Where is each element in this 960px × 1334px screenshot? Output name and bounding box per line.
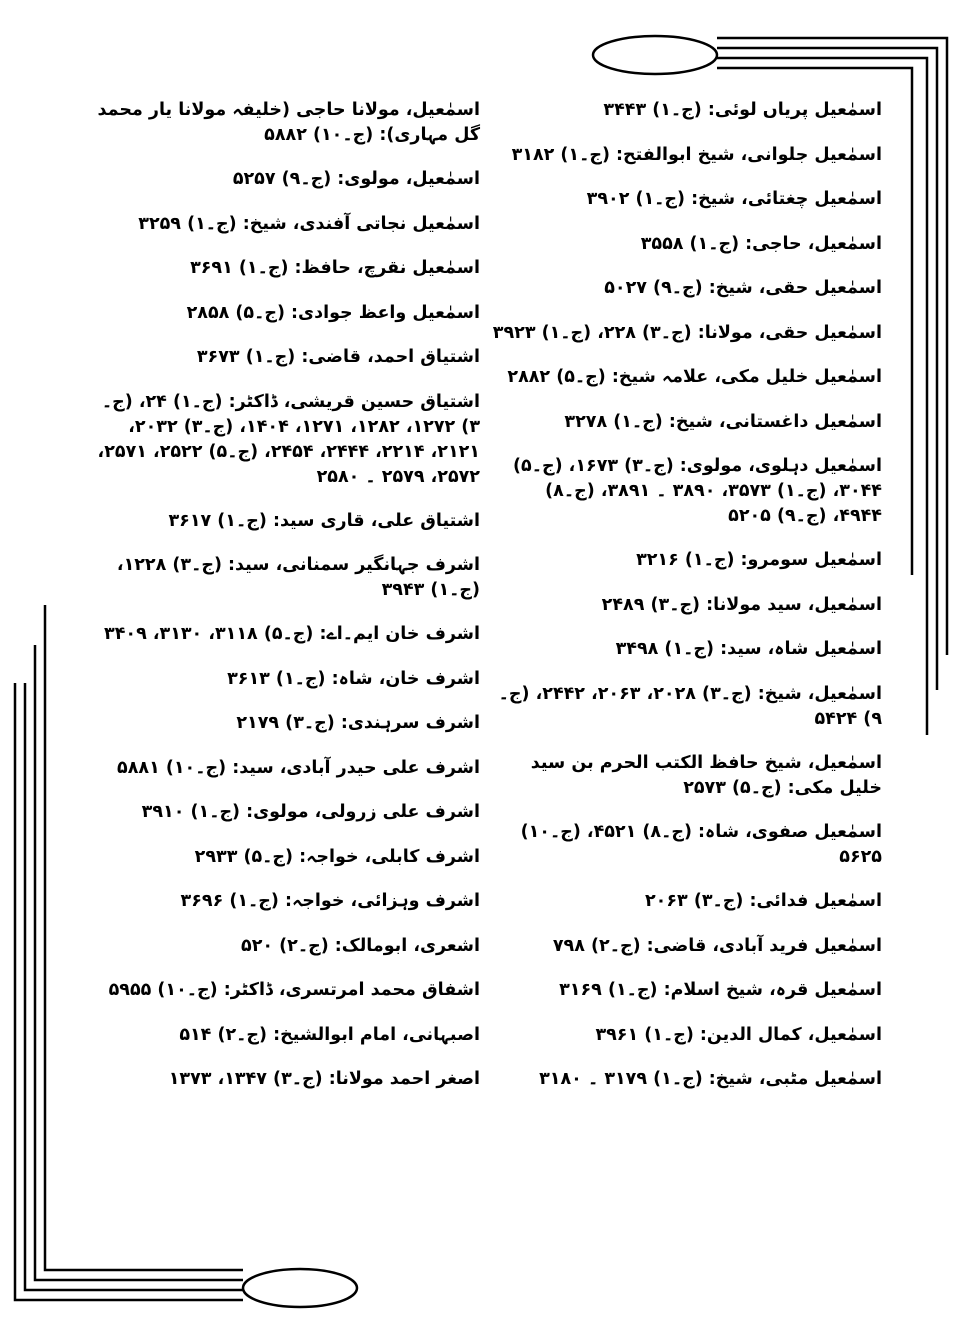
- index-entry: اسمٰعیل، شیخ: (ج۔۳) ۲۰۲۸، ۲۰۶۳، ۲۴۴۲، (ج۔۹) ۵۴۲۴: [498, 683, 882, 729]
- index-entry: اشتیاق احمد، قاضی: (ج۔۱) ۳۶۷۳: [196, 347, 480, 367]
- index-entry: اشرف خان ایم۔اے: (ج۔۵) ۳۱۱۸، ۳۱۳۰، ۳۴۰۹: [104, 624, 480, 644]
- index-entry: اشرف سرہندی: (ج۔۳) ۲۱۷۹: [236, 713, 480, 733]
- index-entry: اسمٰعیل سومرو: (ج۔۱) ۳۲۱۶: [636, 550, 882, 570]
- index-entry: اسمٰعیل قرہ، شیخ اسلام: (ج۔۱) ۳۱۶۹: [559, 980, 882, 1000]
- index-entry: اسمٰعیل داغستانی، شیخ: (ج۔۱) ۳۲۷۸: [564, 411, 882, 432]
- index-entry: اشرف جہانگیر سمنانی، سید: (ج۔۳) ۱۲۲۸، (ج۔۱) ۳۹۴۳: [116, 555, 480, 600]
- index-entry: اصغر احمد مولانا: (ج۔۳) ۱۳۴۷، ۱۳۷۳: [168, 1069, 480, 1089]
- index-entry: اسمٰعیل، مولوی: (ج۔۹) ۵۲۵۷: [232, 169, 480, 189]
- index-entry: اسمٰعیل جلوانی، شیخ ابوالفتح: (ج۔۱) ۳۱۸۲: [511, 144, 882, 165]
- bottom-cartouche-ellipse: [243, 1269, 357, 1307]
- index-entry: اسمٰعیل، حاجی: (ج۔۱) ۳۵۵۸: [640, 233, 882, 254]
- index-entry: اسمٰعیل فدائی: (ج۔۳) ۲۰۶۳: [645, 891, 882, 911]
- index-entry: اسمٰعیل، کمال الدین: (ج۔۱) ۳۹۶۱: [595, 1024, 882, 1045]
- index-entry: اسمٰعیل شاہ، سید: (ج۔۱) ۳۴۹۸: [615, 639, 882, 659]
- index-entry: اشرف علی حیدر آبادی، سید: (ج۔۱۰) ۵۸۸۱: [117, 757, 480, 778]
- index-entry: اشفاق محمد امرتسری، ڈاکٹر: (ج۔۱۰) ۵۹۵۵: [108, 980, 480, 1000]
- index-entry: اشرف کابلی، خواجہ: (ج۔۵) ۲۹۳۳: [194, 846, 480, 867]
- index-entry: اسمٰعیل، سید مولانا: (ج۔۳) ۲۴۸۹: [601, 594, 882, 615]
- left-index-column: [88, 98, 480, 1112]
- index-entry: اشتیاق حسین قریشی، ڈاکٹر: (ج۔۱) ۲۴، (ج۔۳) ۱۲۷۲، ۱۲۸۲، ۱۲۷۱، ۱۴۰۴، (ج۔۳) ۲۰۳۲، ۲۱۲۱، ۲۲۱۴، ۲۴۴۴، ۲۴۵۴، (ج۔۵) ۲۵۲۲، ۲۵۷۱، ۲۵۷۲، ۲۵۷۹ ۔ ۲۵۸۰: [97, 391, 480, 487]
- index-entry: اسمٰعیل صفوی، شاہ: (ج۔۸) ۴۵۲۱، (ج۔۱۰) ۵۶۲۵: [520, 821, 882, 867]
- index-entry: اسمٰعیل نقرچ، حافظ: (ج۔۱) ۳۶۹۱: [190, 258, 480, 278]
- index-entry: اصبہانی، امام ابوالشیخ: (ج۔۲) ۵۱۴: [179, 1024, 480, 1045]
- top-cartouche-ellipse: [593, 36, 717, 74]
- index-entry: اسمٰعیل نجاتی آفندی، شیخ: (ج۔۱) ۳۲۵۹: [138, 213, 480, 234]
- index-entry: اسمٰعیل چغتائی، شیخ: (ج۔۱) ۳۹۰۲: [586, 189, 882, 209]
- index-entry: اسمٰعیل فرید آبادی، قاضی: (ج۔۲) ۷۹۸: [552, 935, 882, 956]
- index-entry: اشرف خان، شاہ: (ج۔۱) ۳۶۱۳: [227, 668, 480, 689]
- index-entry: اسمٰعیل حقی، شیخ: (ج۔۹) ۵۰۲۷: [604, 278, 882, 298]
- index-entry: اشرف علی زرولی، مولوی: (ج۔۱) ۳۹۱۰: [141, 802, 480, 822]
- index-entry: اسمٰعیل حقی، مولانا: (ج۔۳) ۲۲۸، (ج۔۱) ۳۹۲۳: [492, 322, 882, 343]
- index-entry: اسمٰعیل مٹبی، شیخ: (ج۔۱) ۳۱۷۹ ۔ ۳۱۸۰: [539, 1069, 882, 1089]
- index-entry: اسمٰعیل دہلوی، مولوی: (ج۔۳) ۱۶۷۳، (ج۔۵) ۳۰۴۴، (ج۔۱) ۳۵۷۳، ۳۸۹۰ ۔ ۳۸۹۱، (ج۔۸) ۴۹۴۴، (ج۔۹) ۵۲۰۵: [513, 456, 882, 526]
- index-entry: اسمٰعیل خلیل مکی، علامہ شیخ: (ج۔۵) ۲۸۸۲: [507, 367, 882, 387]
- index-entry: اسمٰعیل واعظ جوادی: (ج۔۵) ۲۸۵۸: [186, 302, 480, 323]
- right-index-column: [490, 98, 882, 1112]
- index-entry: اشعری، ابومالک: (ج۔۲) ۵۲۰: [241, 935, 480, 956]
- index-entry: اسمٰعیل، مولانا حاجی (خلیفہ مولانا یار محمد گل مہاری): (ج۔۱۰) ۵۸۸۲: [97, 100, 480, 145]
- index-entry: اسمٰعیل، شیخ حافظ الکتب الحرم بن سید خلیل مکی: (ج۔۵) ۲۵۷۳: [530, 752, 882, 798]
- index-entry: اشرف وہزائی، خواجہ: (ج۔۱) ۳۶۹۶: [180, 891, 480, 911]
- index-entry: اشتیاق علی، قاری سید: (ج۔۱) ۳۶۱۷: [168, 510, 480, 531]
- index-entry: اسمٰعیل پریاں لوئی: (ج۔۱) ۳۴۴۳: [603, 100, 882, 120]
